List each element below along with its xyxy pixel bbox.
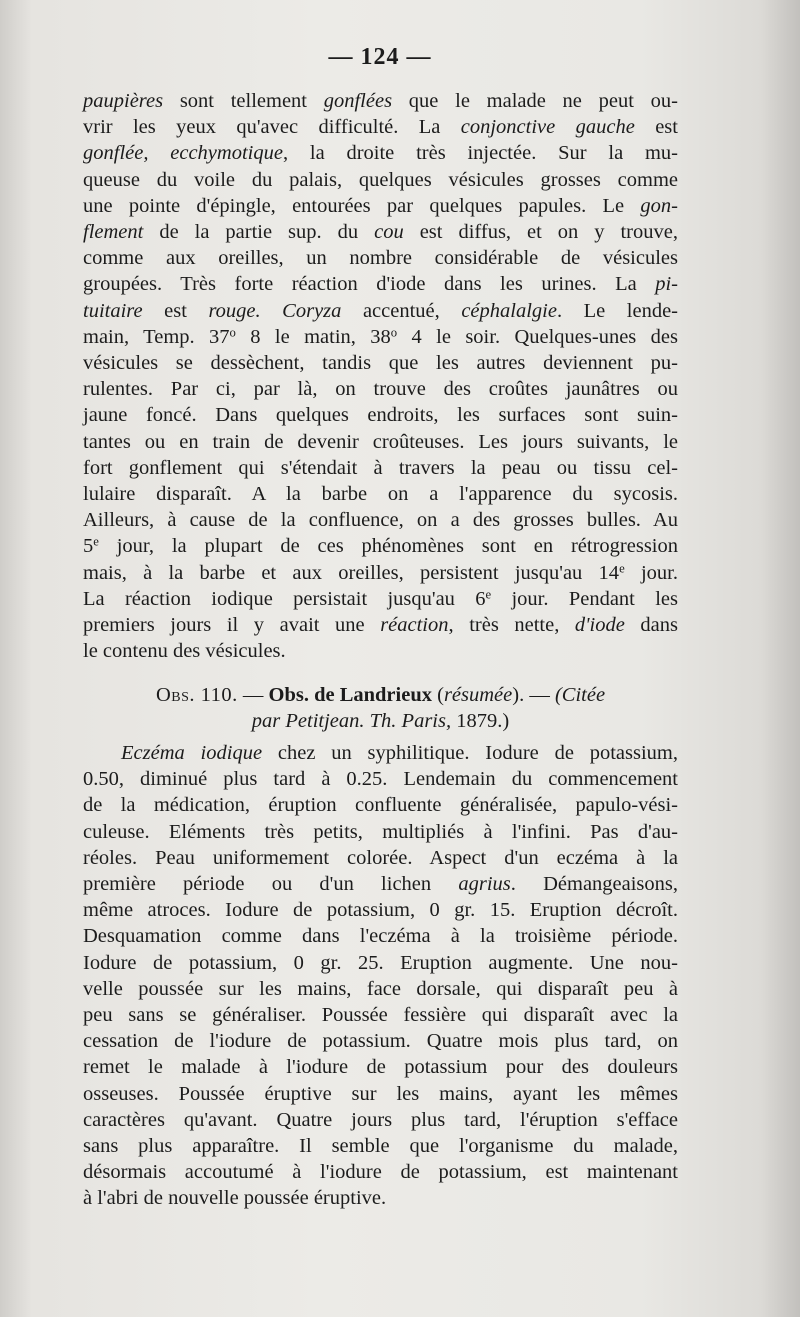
text-line bbox=[83, 376, 678, 402]
text-run: une pointe d'épingle, entourées par quelques papules. Le bbox=[83, 194, 641, 217]
text-run: même atroces. Iodure de potassium, 0 gr. 15. Eruption décroît. bbox=[83, 899, 678, 922]
observation-summary-note: résumée bbox=[443, 684, 513, 706]
text-run: sans plus apparaître. Il semble que l'organisme du malade, bbox=[83, 1135, 678, 1158]
text-run: est bbox=[142, 299, 209, 322]
text-run: jour, la plupart de ces phénomènes sont en rétrogression bbox=[98, 535, 678, 558]
text-run: de la médication, éruption confluente généralisée, papulo-vési- bbox=[83, 794, 678, 817]
text-line bbox=[83, 845, 678, 871]
text-line bbox=[83, 324, 678, 350]
text-run: — bbox=[237, 684, 269, 706]
italic-term: céphalalgie bbox=[461, 299, 557, 322]
italic-term: agrius bbox=[458, 873, 511, 896]
italic-term: conjonctive gauche bbox=[460, 116, 635, 139]
italic-term: gonflée, ecchymotique bbox=[83, 142, 283, 165]
text-line bbox=[83, 792, 678, 818]
italic-term: pi- bbox=[655, 273, 678, 296]
italic-term: gonflées bbox=[323, 90, 393, 112]
text-line bbox=[83, 298, 678, 324]
text-run: premiers jours il y avait une bbox=[83, 614, 381, 637]
text-run: , très nette, bbox=[448, 614, 575, 637]
text-line bbox=[83, 1028, 678, 1054]
text-line bbox=[83, 897, 678, 923]
text-line bbox=[83, 140, 678, 166]
text-line bbox=[83, 612, 678, 638]
text-line bbox=[83, 1054, 678, 1080]
text-line bbox=[83, 1081, 678, 1107]
text-line bbox=[83, 638, 678, 664]
italic-term: paupières bbox=[83, 90, 164, 112]
citation-source: par Petitjean. Th. Paris, bbox=[251, 710, 452, 732]
text-run: cessation de l'iodure de potassium. Quatre mois plus tard, on bbox=[83, 1030, 678, 1053]
text-run: , la droite très injectée. Sur la mu- bbox=[282, 142, 678, 165]
text-line bbox=[83, 871, 678, 897]
text-run: 0.50, diminué plus tard à 0.25. Lendemain du commencement bbox=[83, 768, 678, 791]
text-line bbox=[83, 1107, 678, 1133]
text-run: 8 le matin, 38 bbox=[235, 325, 391, 348]
citation-note: (Citée bbox=[554, 684, 606, 706]
text-run: sont tellement bbox=[163, 90, 324, 112]
ordinal-superscript: e bbox=[93, 535, 99, 550]
italic-term: réaction bbox=[380, 614, 449, 637]
ordinal-superscript: e bbox=[619, 561, 625, 576]
text-run: jaune foncé. Dans quelques endroits, les surfaces sont suin- bbox=[83, 404, 678, 427]
text-run: peu sans se généraliser. Poussée fessière qui disparaît avec la bbox=[83, 1004, 678, 1027]
text-run: première période ou d'un lichen bbox=[83, 873, 459, 896]
text-run: tantes ou en train de devenir croûteuses. Les jours suivants, le bbox=[83, 430, 678, 453]
text-run: . Démangeaisons, bbox=[510, 873, 679, 896]
text-line bbox=[83, 1133, 678, 1159]
text-run: à l'abri de nouvelle poussée éruptive. bbox=[83, 1187, 387, 1210]
italic-term: Eczéma iodique bbox=[121, 742, 263, 764]
text-run: que le malade ne peut ou- bbox=[392, 90, 678, 112]
text-line bbox=[83, 740, 678, 766]
text-line bbox=[83, 245, 678, 271]
text-line bbox=[83, 455, 678, 481]
text-line bbox=[83, 950, 678, 976]
text-run: Desquamation comme dans l'eczéma à la troisième période. bbox=[83, 925, 678, 948]
observation-number: Obs. 110. bbox=[155, 684, 238, 706]
text-run: Ailleurs, à cause de la confluence, on a des grosses bulles. Au bbox=[83, 509, 678, 532]
text-line bbox=[83, 560, 678, 586]
text-run: groupées. Très forte réaction d'iode dans les urines. La bbox=[83, 273, 656, 296]
italic-term: d'iode bbox=[574, 614, 625, 637]
text-line bbox=[83, 481, 678, 507]
ordinal-superscript: e bbox=[485, 587, 492, 602]
text-line bbox=[83, 507, 678, 533]
text-run: rulentes. Par ci, par là, on trouve des croûtes jaunâtres ou bbox=[83, 378, 678, 401]
text-line bbox=[83, 586, 678, 612]
observation-heading bbox=[83, 682, 678, 734]
italic-term: flement bbox=[83, 221, 144, 244]
text-run: est diffus, et on y trouve, bbox=[403, 221, 678, 244]
text-line bbox=[83, 976, 678, 1002]
text-run: remet le malade à l'iodure de potassium pour des douleurs bbox=[83, 1056, 678, 1079]
citation-year: 1879.) bbox=[451, 710, 510, 732]
text-line bbox=[83, 271, 678, 297]
text-line bbox=[83, 819, 678, 845]
italic-term: tuitaire bbox=[83, 299, 143, 322]
text-line bbox=[83, 193, 678, 219]
italic-term: rouge. Coryza bbox=[208, 299, 342, 322]
text-run: fort gonflement qui s'étendait à travers la peau ou tissu cel- bbox=[83, 456, 678, 479]
text-run: chez un syphilitique. Iodure de potassium, bbox=[262, 742, 679, 764]
observation-title: Obs. de Landrieux bbox=[268, 684, 432, 706]
text-run: vrir les yeux qu'avec difficulté. La bbox=[83, 116, 461, 139]
text-run: 4 le soir. Quelques-unes des bbox=[397, 325, 678, 348]
text-line bbox=[83, 766, 678, 792]
text-run: jour. bbox=[624, 561, 678, 584]
text-run: le contenu des vésicules. bbox=[83, 640, 286, 663]
text-run: désormais accoutumé à l'iodure de potassium, est maintenant bbox=[83, 1161, 678, 1184]
observation-text-paragraph-2 bbox=[83, 740, 678, 1212]
text-line bbox=[83, 219, 678, 245]
text-line bbox=[83, 350, 678, 376]
text-run: La réaction iodique persistait jusqu'au 6 bbox=[83, 587, 486, 610]
text-run: jour. Pendant les bbox=[491, 587, 678, 610]
text-line bbox=[83, 1185, 678, 1211]
text-line bbox=[83, 1002, 678, 1028]
italic-term: gon- bbox=[640, 194, 678, 217]
text-run: main, Temp. 37 bbox=[83, 325, 230, 348]
text-run: osseuses. Poussée éruptive sur les mains, ayant les mêmes bbox=[83, 1082, 678, 1105]
text-line bbox=[83, 167, 678, 193]
text-run: velle poussée sur les mains, face dorsale, qui disparaît peu à bbox=[83, 977, 678, 1000]
text-run: est bbox=[634, 116, 678, 139]
text-run: caractères qu'avant. Quatre jours plus tard, l'éruption s'efface bbox=[83, 1108, 678, 1131]
degree-sign: o bbox=[390, 325, 398, 340]
page-edge-shadow bbox=[760, 0, 800, 1317]
page-number: — 124 — bbox=[328, 44, 432, 70]
text-run: culeuse. Eléments très petits, multipliés à l'infini. Pas d'au- bbox=[83, 820, 678, 843]
observation-heading-line-2 bbox=[83, 708, 678, 734]
text-line bbox=[83, 923, 678, 949]
text-line bbox=[83, 402, 678, 428]
text-run: 5 bbox=[83, 535, 94, 558]
observation-text-paragraph-1 bbox=[83, 88, 678, 664]
text-run: dans bbox=[624, 614, 678, 637]
text-run: queuse du voile du palais, quelques vésicules grosses comme bbox=[83, 168, 678, 191]
text-run: vésicules se dessèchent, tandis que les autres deviennent pu- bbox=[83, 352, 678, 375]
text-run: réoles. Peau uniformement colorée. Aspect d'un eczéma à la bbox=[83, 846, 678, 869]
text-run: mais, à la barbe et aux oreilles, persistent jusqu'au 14 bbox=[83, 561, 620, 584]
text-line bbox=[83, 1159, 678, 1185]
text-line bbox=[83, 533, 678, 559]
text-run: accentué, bbox=[341, 299, 462, 322]
text-run: de la partie sup. du bbox=[143, 221, 375, 244]
text-run: lulaire disparaît. A la barbe on a l'apparence du sycosis. bbox=[83, 483, 678, 506]
text-run: Iodure de potassium, 0 gr. 25. Eruption augmente. Une nou- bbox=[83, 951, 678, 974]
text-run: . Le lende- bbox=[556, 299, 678, 322]
text-line bbox=[83, 88, 678, 114]
text-line bbox=[83, 114, 678, 140]
text-run: comme aux oreilles, un nombre considérable de vésicules bbox=[83, 247, 678, 270]
observation-heading-line-1: Obs. 110. — Obs. de Landrieux (résumée). — (Citée bbox=[155, 684, 606, 706]
text-line bbox=[83, 429, 678, 455]
degree-sign: o bbox=[229, 325, 236, 340]
italic-term: cou bbox=[374, 221, 404, 244]
